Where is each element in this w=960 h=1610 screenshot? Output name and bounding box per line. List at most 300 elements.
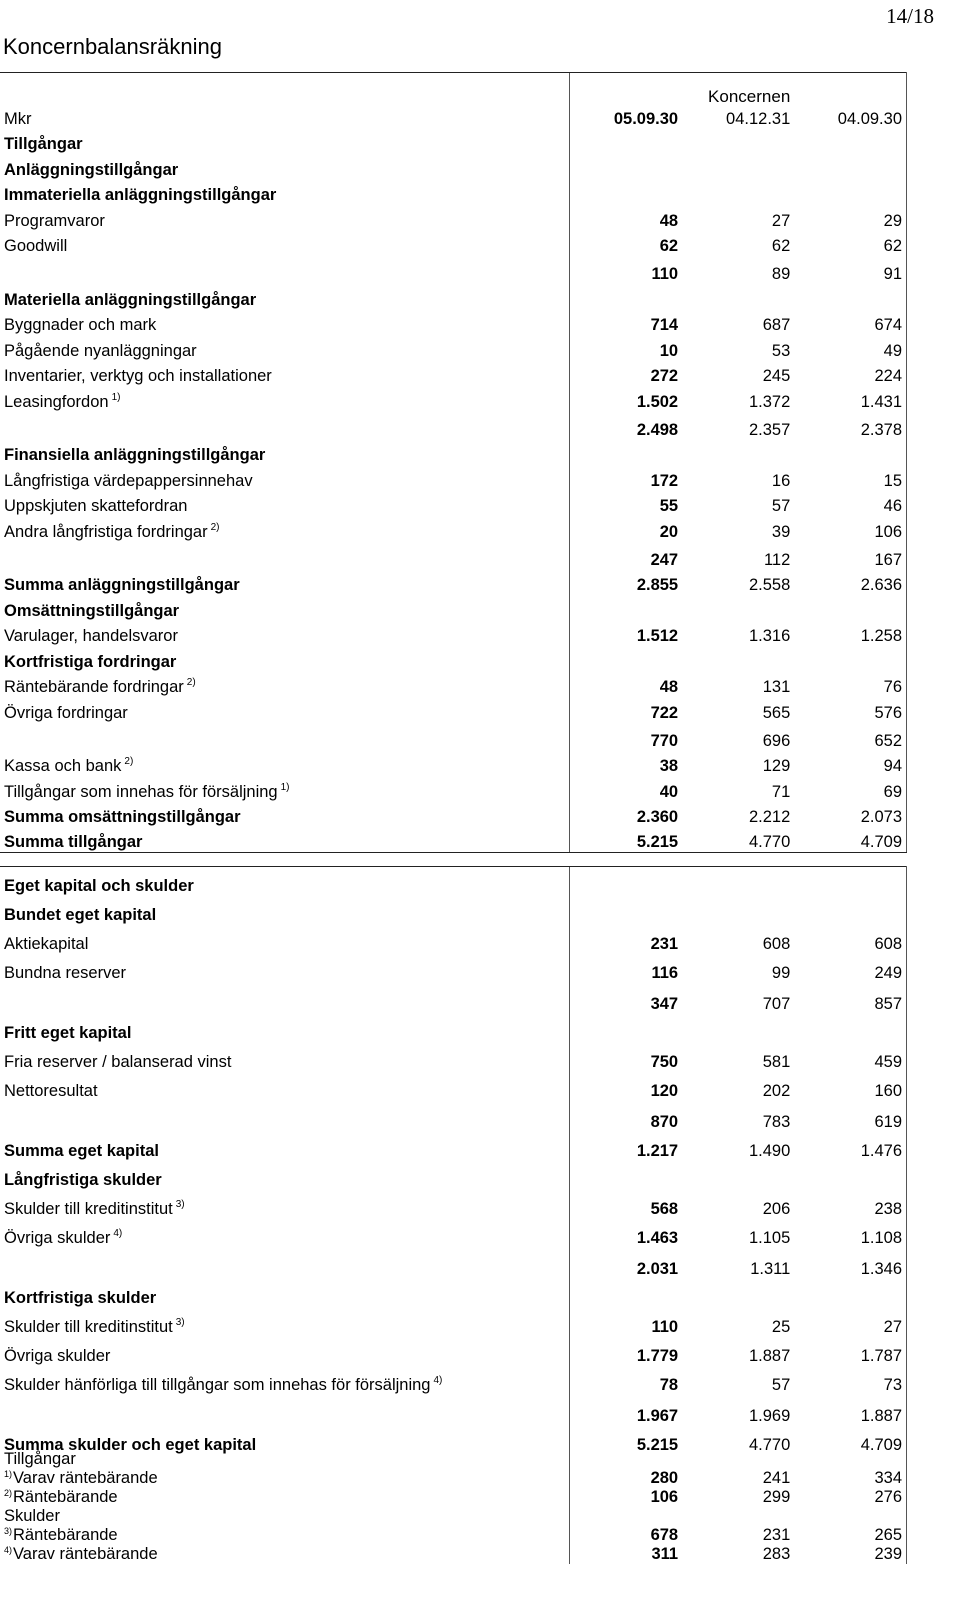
value-cell-col2	[682, 1161, 794, 1190]
group-label: Koncernen	[682, 73, 794, 107]
row-skulder-till-kreditinstitut	[0, 1308, 907, 1337]
value-cell-col2: 206	[762, 1199, 791, 1218]
label-text: Immateriella anläggningstillgångar	[4, 186, 277, 204]
value-cell-col2	[682, 595, 794, 621]
row-label	[0, 516, 570, 542]
value-cell-col1: 116	[570, 954, 682, 983]
footnote-marker: 2)	[4, 1488, 13, 1498]
row-label	[0, 129, 570, 155]
footnotes-table	[0, 1450, 907, 1564]
value-cell-col2	[682, 867, 794, 896]
footnote-marker: 1)	[280, 781, 290, 793]
value-cell-col1: 1.779	[570, 1337, 682, 1366]
value-cell-col3: 1.887	[794, 1395, 906, 1426]
unit-label: Mkr	[4, 109, 32, 128]
value-cell-col3: 857	[794, 983, 906, 1014]
value-cell-col1: 106	[570, 1488, 682, 1507]
value-cell-col1: 62	[570, 231, 682, 257]
col-header-current: 05.09.30	[570, 107, 682, 129]
value-cell-col3: 91	[794, 256, 906, 284]
value-cell-col1: 55	[570, 491, 682, 517]
value-cell-col2	[682, 1014, 794, 1043]
footnote-marker: 3)	[4, 1526, 13, 1536]
value-cell-col1: 2.498	[570, 412, 682, 440]
value-cell-col3: 1.108	[794, 1219, 906, 1248]
value-cell-col3: 62	[794, 231, 906, 257]
label-text: Goodwill	[4, 237, 68, 255]
value-cell-col3: 619	[794, 1101, 906, 1132]
row-summa-anlaggningstillgangar	[0, 570, 907, 596]
value-cell-col2: 39	[771, 522, 791, 541]
row-label	[0, 723, 570, 751]
footnote-marker: 4)	[433, 1374, 443, 1386]
value-cell-col2: 1.969	[748, 1406, 791, 1425]
value-cell-col3	[794, 1507, 906, 1526]
value-cell-col1	[570, 1279, 682, 1308]
equity-liabilities-table	[0, 866, 907, 1455]
value-cell-col3: 15	[794, 465, 906, 491]
row-label	[0, 983, 570, 1014]
label-text: Anläggningstillgångar	[4, 160, 179, 179]
label-text: Skulder till kreditinstitut	[4, 1317, 173, 1336]
footnote-marker: 1)	[111, 391, 121, 403]
row-label	[0, 646, 570, 672]
row-omsattningstillgangar	[0, 595, 907, 621]
row-skulder-till-kreditinstitut	[0, 1190, 907, 1219]
row-label	[0, 751, 570, 777]
value-cell-col1: 110	[570, 256, 682, 284]
value-cell-col3	[794, 1450, 906, 1469]
value-cell-col2: 2.558	[748, 576, 791, 594]
value-cell-col1: 38	[570, 751, 682, 777]
value-cell-col2: 71	[771, 782, 791, 801]
value-cell-col2: 707	[762, 994, 791, 1013]
value-cell-col2	[682, 646, 794, 672]
value-cell-col2	[682, 129, 794, 155]
row-varav-rantebarande	[0, 1545, 907, 1564]
row-label	[0, 570, 570, 596]
value-cell-col2	[682, 284, 794, 310]
row-kortfristiga-skulder	[0, 1279, 907, 1308]
value-cell-col2	[682, 1279, 794, 1308]
value-cell-col1: 2.360	[570, 802, 682, 828]
row-label	[0, 1248, 570, 1279]
subtotal-row	[0, 1248, 907, 1279]
value-cell-col3: 1.476	[794, 1132, 906, 1161]
value-cell-col3: 46	[794, 491, 906, 517]
value-cell-col3	[794, 154, 906, 180]
row-langfristiga-skulder	[0, 1161, 907, 1190]
row-label	[0, 231, 570, 257]
value-cell-col2: 565	[762, 703, 791, 722]
value-cell-col2: 231	[762, 1526, 791, 1544]
value-cell-col3: 27	[794, 1308, 906, 1337]
footnote-marker: 2)	[186, 677, 196, 688]
label-text: Varulager, handelsvaror	[4, 627, 178, 645]
value-cell-col3: 608	[794, 925, 906, 954]
value-cell-col1: 48	[570, 205, 682, 231]
row-langfristiga-vardepappersinnehav	[0, 465, 907, 491]
label-text: Övriga skulder	[4, 1346, 111, 1365]
value-cell-col1	[570, 129, 682, 155]
label-text: Skulder till kreditinstitut	[4, 1199, 173, 1218]
value-cell-col2: 687	[762, 316, 791, 334]
row-label	[0, 542, 570, 570]
value-cell-col2: 89	[771, 265, 791, 283]
value-cell-col1: 2.855	[570, 570, 682, 596]
row-label	[0, 154, 570, 180]
value-cell-col3: 576	[794, 697, 906, 723]
row-label	[0, 1161, 570, 1190]
value-cell-col3	[794, 284, 906, 310]
value-cell-col1: 870	[570, 1101, 682, 1132]
value-cell-col3: 276	[794, 1488, 906, 1507]
label-text: Räntebärande	[13, 1488, 118, 1506]
value-cell-col3: 29	[794, 205, 906, 231]
value-cell-col3: 238	[794, 1190, 906, 1219]
page-number: 14/18	[886, 4, 934, 28]
value-cell-col1: 272	[570, 361, 682, 387]
value-cell-col1: 247	[570, 542, 682, 570]
value-cell-col3: 459	[794, 1043, 906, 1072]
row-finansiella-anlaggningstillgangar	[0, 440, 907, 466]
value-cell-col1	[570, 867, 682, 896]
value-cell-col1: 172	[570, 465, 682, 491]
value-cell-col3: 4.709	[794, 1426, 906, 1455]
label-text: Nettoresultat	[4, 1081, 98, 1100]
label-text: Långfristiga skulder	[4, 1170, 162, 1189]
value-cell-col3	[794, 867, 906, 896]
value-cell-col3	[794, 440, 906, 466]
row-label	[0, 1279, 570, 1308]
value-cell-col1: 48	[570, 672, 682, 698]
value-cell-col2: 283	[762, 1545, 791, 1563]
row-label	[0, 1219, 570, 1248]
row-varulager-handelsvaror	[0, 621, 907, 647]
subtotal-row	[0, 983, 907, 1014]
value-cell-col3: 1.787	[794, 1337, 906, 1366]
row-bundet-eget-kapital	[0, 896, 907, 925]
row-nettoresultat	[0, 1072, 907, 1101]
value-cell-col1	[570, 180, 682, 206]
value-cell-col3	[794, 595, 906, 621]
row-summa-tillgangar	[0, 827, 907, 853]
value-cell-col2: 2.212	[748, 808, 791, 826]
row-ovriga-skulder	[0, 1337, 907, 1366]
subtotal-row	[0, 723, 907, 751]
row-leasingfordon	[0, 386, 907, 412]
value-cell-col3: 674	[794, 310, 906, 336]
value-cell-col3	[794, 129, 906, 155]
value-cell-col3: 239	[794, 1545, 906, 1564]
row-label	[0, 465, 570, 491]
value-cell-col2: 202	[762, 1081, 791, 1100]
value-cell-col2: 1.105	[748, 1228, 791, 1247]
value-cell-col1: 280	[570, 1469, 682, 1488]
row-label	[0, 1337, 570, 1366]
label-text: Bundet eget kapital	[4, 905, 157, 924]
row-bundna-reserver	[0, 954, 907, 983]
footnote-marker: 3)	[175, 1198, 185, 1210]
row-rantebarande	[0, 1526, 907, 1545]
value-cell-col1: 750	[570, 1043, 682, 1072]
value-cell-col2: 99	[771, 963, 791, 982]
row-skulder-hanforliga-till-tillgangar-som-innehas-for-forsaljning	[0, 1366, 907, 1395]
row-label	[0, 1526, 570, 1545]
row-label	[0, 1545, 570, 1564]
label-text: Summa skulder och eget kapital	[4, 1435, 257, 1454]
label-text: Summa anläggningstillgångar	[4, 576, 240, 594]
value-cell-col1: 678	[570, 1526, 682, 1545]
value-cell-col1: 40	[570, 776, 682, 802]
label-text: Tillgångar	[4, 1450, 76, 1468]
value-cell-col1: 1.217	[570, 1132, 682, 1161]
row-label	[0, 361, 570, 387]
group-header-row	[0, 73, 907, 107]
value-cell-col2: 129	[762, 757, 791, 775]
value-cell-col3	[794, 896, 906, 925]
label-text: Långfristiga värdepappersinnehav	[4, 471, 253, 490]
label-text: Övriga skulder	[4, 1228, 111, 1247]
label-text: Uppskjuten skattefordran	[4, 497, 188, 515]
value-cell-col2: 27	[771, 211, 791, 230]
value-cell-col1: 1.512	[570, 621, 682, 647]
value-cell-col3	[794, 1161, 906, 1190]
footnote-marker: 2)	[210, 521, 220, 533]
value-cell-col1: 1.967	[570, 1395, 682, 1426]
value-cell-col3: 1.431	[794, 386, 906, 412]
value-cell-col1	[570, 440, 682, 466]
label-text: Andra långfristiga fordringar	[4, 522, 208, 541]
label-text: Pågående nyanläggningar	[4, 341, 197, 360]
row-tillgangar	[0, 1450, 907, 1469]
row-label	[0, 1469, 570, 1488]
row-summa-eget-kapital	[0, 1132, 907, 1161]
value-cell-col3: 1.258	[794, 621, 906, 647]
label-text: Kortfristiga fordringar	[4, 652, 177, 671]
value-cell-col1: 2.031	[570, 1248, 682, 1279]
value-cell-col2	[682, 154, 794, 180]
value-cell-col3: 76	[794, 672, 906, 698]
row-label	[0, 867, 570, 896]
value-cell-col3: 160	[794, 1072, 906, 1101]
label-text: Tillgångar	[4, 135, 83, 153]
row-label	[0, 1072, 570, 1101]
row-label	[0, 491, 570, 517]
page-title: Koncernbalansräkning	[3, 34, 222, 59]
subtotal-row	[0, 1101, 907, 1132]
value-cell-col1	[570, 595, 682, 621]
footnote-marker: 2)	[124, 756, 134, 767]
value-cell-col1: 5.215	[570, 1426, 682, 1455]
row-summa-omsattningstillgangar	[0, 802, 907, 828]
row-label	[0, 1507, 570, 1526]
value-cell-col3: 73	[794, 1366, 906, 1395]
value-cell-col2: 25	[771, 1317, 791, 1336]
row-label	[0, 440, 570, 466]
col-header-prev-year-end: 04.12.31	[726, 109, 791, 128]
label-text: Summa omsättningstillgångar	[4, 808, 241, 826]
row-label	[0, 386, 570, 412]
value-cell-col1: 10	[570, 335, 682, 361]
row-label	[0, 1190, 570, 1219]
row-label	[0, 1043, 570, 1072]
value-cell-col1	[570, 1014, 682, 1043]
value-cell-col2: 1.887	[748, 1346, 791, 1365]
value-cell-col2: 53	[771, 341, 791, 360]
row-label	[0, 1450, 570, 1469]
value-cell-col3: 2.073	[794, 802, 906, 828]
row-label	[0, 310, 570, 336]
label-text: Finansiella anläggningstillgångar	[4, 446, 266, 464]
row-kassa-och-bank	[0, 751, 907, 777]
value-cell-col2: 131	[762, 678, 791, 696]
value-cell-col1: 714	[570, 310, 682, 336]
row-label	[0, 180, 570, 206]
row-ovriga-fordringar	[0, 697, 907, 723]
row-label	[0, 284, 570, 310]
row-label	[0, 1308, 570, 1337]
value-cell-col3: 334	[794, 1469, 906, 1488]
value-cell-col3	[794, 1014, 906, 1043]
value-cell-col2: 608	[762, 934, 791, 953]
row-programvaror	[0, 205, 907, 231]
label-text: Räntebärande	[13, 1526, 118, 1544]
value-cell-col3	[794, 646, 906, 672]
footnote-marker: 4)	[113, 1227, 123, 1239]
label-text: Fritt eget kapital	[4, 1023, 132, 1042]
row-uppskjuten-skattefordran	[0, 491, 907, 517]
value-cell-col2: 1.311	[750, 1259, 791, 1278]
assets-table	[0, 72, 907, 853]
label-text: Tillgångar som innehas för försäljning	[4, 782, 278, 801]
label-text: Byggnader och mark	[4, 316, 157, 334]
value-cell-col3: 4.709	[794, 827, 906, 853]
row-aktiekapital	[0, 925, 907, 954]
value-cell-col1: 110	[570, 1308, 682, 1337]
label-text: Kortfristiga skulder	[4, 1288, 157, 1307]
row-label	[0, 1488, 570, 1507]
value-cell-col1: 5.215	[570, 827, 682, 853]
label-text: Varav räntebärande	[13, 1469, 158, 1487]
value-cell-col3: 224	[794, 361, 906, 387]
label-text: Varav räntebärande	[13, 1545, 158, 1563]
value-cell-col1: 568	[570, 1190, 682, 1219]
value-cell-col1	[570, 896, 682, 925]
row-label	[0, 412, 570, 440]
value-cell-col1: 231	[570, 925, 682, 954]
value-cell-col1: 78	[570, 1366, 682, 1395]
row-label	[0, 925, 570, 954]
value-cell-col3: 94	[794, 751, 906, 777]
row-kortfristiga-fordringar	[0, 646, 907, 672]
value-cell-col2: 245	[762, 367, 791, 385]
value-cell-col2: 1.372	[748, 392, 791, 411]
row-byggnader-och-mark	[0, 310, 907, 336]
value-cell-col3: 106	[794, 516, 906, 542]
label-text: Räntebärande fordringar	[4, 678, 184, 696]
label-text: Aktiekapital	[4, 934, 89, 953]
value-cell-col2: 2.357	[748, 420, 791, 439]
value-cell-col3: 2.378	[794, 412, 906, 440]
value-cell-col1: 311	[570, 1545, 682, 1564]
value-cell-col3: 265	[794, 1526, 906, 1545]
row-fria-reserver-balanserad-vinst	[0, 1043, 907, 1072]
value-cell-col2: 62	[771, 237, 791, 255]
value-cell-col1	[570, 1450, 682, 1469]
row-skulder	[0, 1507, 907, 1526]
label-text: Skulder	[4, 1507, 60, 1525]
row-tillgangar	[0, 129, 907, 155]
row-label	[0, 896, 570, 925]
label-text: Skulder hänförliga till tillgångar som innehas för försäljning	[4, 1375, 431, 1394]
value-cell-col2: 112	[763, 550, 791, 569]
row-tillgangar-som-innehas-for-forsaljning	[0, 776, 907, 802]
value-cell-col1: 1.502	[570, 386, 682, 412]
value-cell-col3: 249	[794, 954, 906, 983]
row-inventarier-verktyg-och-installationer	[0, 361, 907, 387]
value-cell-col2: 1.490	[748, 1141, 791, 1160]
footnote-marker: 3)	[175, 1316, 185, 1328]
value-cell-col3	[794, 180, 906, 206]
row-materiella-anlaggningstillgangar	[0, 284, 907, 310]
value-cell-col2	[682, 1507, 794, 1526]
value-cell-col1: 722	[570, 697, 682, 723]
row-label	[0, 802, 570, 828]
label-text: Bundna reserver	[4, 963, 126, 982]
footnote-marker: 1)	[4, 1469, 13, 1479]
label-text: Materiella anläggningstillgångar	[4, 290, 257, 309]
value-cell-col3: 2.636	[794, 570, 906, 596]
value-cell-col3: 69	[794, 776, 906, 802]
row-label	[0, 621, 570, 647]
footnote-marker: 4)	[4, 1545, 13, 1555]
row-label	[0, 672, 570, 698]
row-label	[0, 1366, 570, 1395]
row-label	[0, 1132, 570, 1161]
value-cell-col2: 4.770	[682, 827, 794, 853]
value-cell-col1	[570, 284, 682, 310]
value-cell-col2: 57	[771, 497, 791, 515]
value-cell-col1	[570, 1507, 682, 1526]
row-label	[0, 776, 570, 802]
value-cell-col2: 57	[771, 1375, 791, 1394]
value-cell-col2: 299	[762, 1488, 791, 1506]
col-header-prev-period: 04.09.30	[794, 107, 906, 129]
column-header-row	[0, 107, 907, 129]
value-cell-col2: 581	[762, 1052, 791, 1071]
value-cell-col2: 241	[762, 1469, 791, 1487]
label-text: Kassa och bank	[4, 757, 122, 775]
label-text: Inventarier, verktyg och installationer	[4, 367, 272, 385]
row-label	[0, 1014, 570, 1043]
value-cell-col1	[570, 646, 682, 672]
row-label	[0, 1395, 570, 1426]
value-cell-col2: 16	[771, 471, 791, 490]
label-text: Övriga fordringar	[4, 703, 128, 722]
value-cell-col2	[682, 896, 794, 925]
row-eget-kapital-och-skulder	[0, 867, 907, 896]
value-cell-col1	[570, 154, 682, 180]
label-text: Eget kapital och skulder	[4, 876, 194, 895]
row-label	[0, 827, 570, 853]
value-cell-col1: 20	[570, 516, 682, 542]
label-text: Summa tillgångar	[4, 833, 143, 851]
row-rantebarande-fordringar	[0, 672, 907, 698]
label-text: Summa eget kapital	[4, 1141, 159, 1160]
value-cell-col3: 167	[794, 542, 906, 570]
row-label	[0, 595, 570, 621]
